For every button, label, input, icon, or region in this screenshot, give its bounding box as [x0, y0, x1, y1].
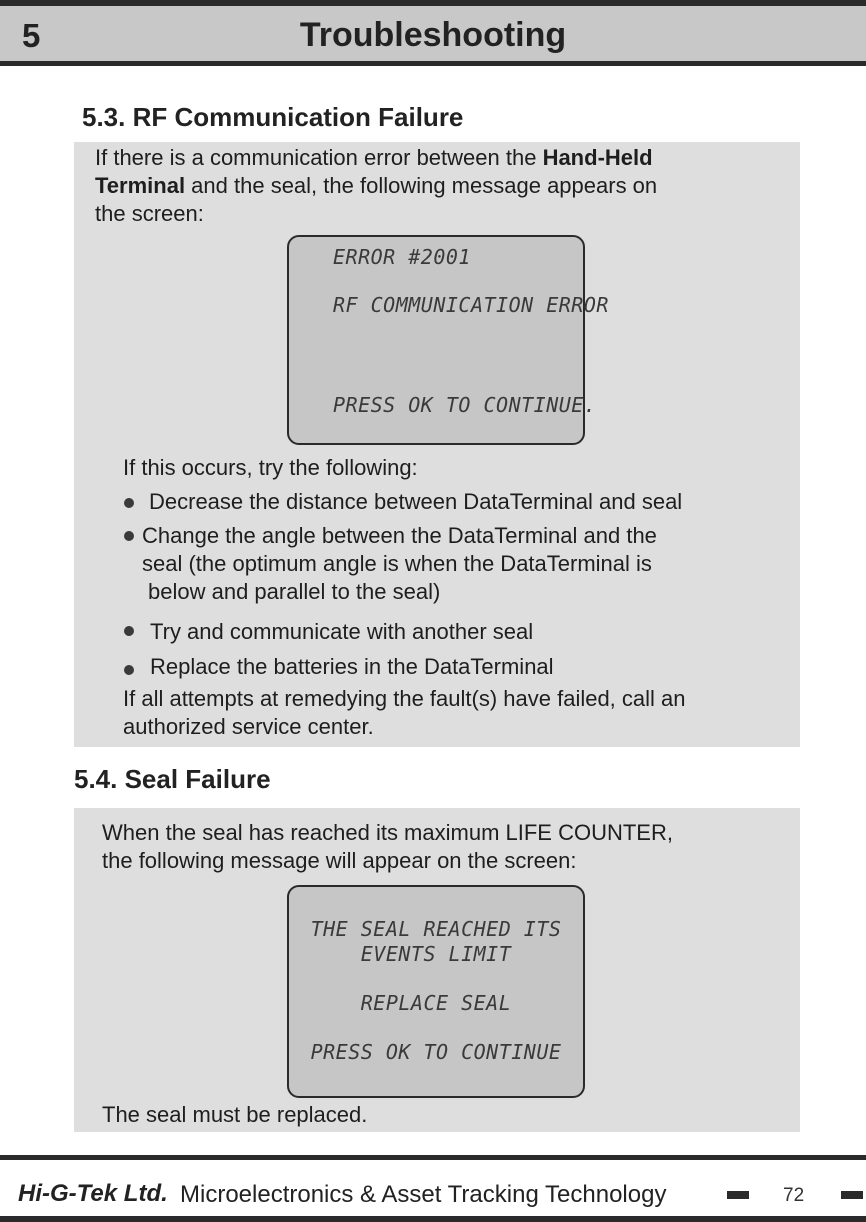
page-dash-left	[727, 1191, 749, 1199]
page-dash-right	[841, 1191, 863, 1199]
chapter-title: Troubleshooting	[299, 16, 567, 54]
lcd-replace-seal: REPLACE SEAL	[360, 991, 512, 1015]
bullet-dot	[124, 665, 134, 675]
lcd-screen-seal-limit	[287, 885, 585, 1098]
rf-try-intro: If this occurs, try the following:	[123, 455, 418, 480]
rf-closing-line-2: authorized service center.	[123, 714, 374, 739]
footer-rule	[0, 1216, 866, 1222]
company-tagline: Microelectronics & Asset Tracking Technology	[180, 1181, 667, 1208]
seal-closing: The seal must be replaced.	[102, 1102, 368, 1127]
rf-bullet-2-line-2: seal (the optimum angle is when the DataTerminal is	[142, 551, 652, 576]
page-number: 72	[783, 1185, 805, 1206]
rf-bullet-2-line-3: below and parallel to the seal)	[148, 579, 441, 604]
rf-bullet-3: Try and communicate with another seal	[150, 619, 534, 644]
section-heading-seal: 5.4. Seal Failure	[74, 764, 271, 794]
bullet-dot	[124, 498, 134, 508]
rf-bullet-1: Decrease the distance between DataTerminal and seal	[149, 489, 683, 514]
page-footer	[0, 1155, 866, 1222]
lcd-error-message: RF COMMUNICATION ERROR	[333, 293, 609, 317]
company-name: Hi-G-Tek Ltd.	[18, 1180, 168, 1207]
rf-intro-line-2: Terminal and the seal, the following message appears on	[95, 173, 658, 198]
seal-intro-line-1: When the seal has reached its maximum LIFE COUNTER,	[102, 820, 673, 845]
lcd-error-code: ERROR #2001	[333, 245, 471, 269]
rf-closing-line-1: If all attempts at remedying the fault(s) have failed, call an	[123, 686, 686, 711]
lcd-limit-line-1: THE SEAL REACHED ITS	[310, 917, 562, 941]
rf-intro-line-3: the screen:	[95, 201, 204, 226]
lcd-continue-prompt: PRESS OK TO CONTINUE.	[333, 393, 597, 417]
bullet-dot	[124, 626, 134, 636]
seal-intro-line-2: the following message will appear on the screen:	[102, 848, 577, 873]
chapter-header	[0, 0, 866, 66]
lcd-limit-line-2: EVENTS LIMIT	[360, 942, 512, 966]
lcd-continue-prompt: PRESS OK TO CONTINUE	[310, 1040, 562, 1064]
section-heading-rf: 5.3. RF Communication Failure	[82, 102, 464, 132]
rf-intro-line-1: If there is a communication error between the Hand-Held	[95, 145, 653, 170]
bullet-dot	[124, 531, 134, 541]
rf-bullet-4: Replace the batteries in the DataTerminal	[150, 654, 554, 679]
lcd-screen-rf-error	[287, 235, 609, 445]
chapter-number: 5	[22, 17, 41, 54]
rf-bullet-2-line-1: Change the angle between the DataTerminal and the	[142, 523, 657, 548]
